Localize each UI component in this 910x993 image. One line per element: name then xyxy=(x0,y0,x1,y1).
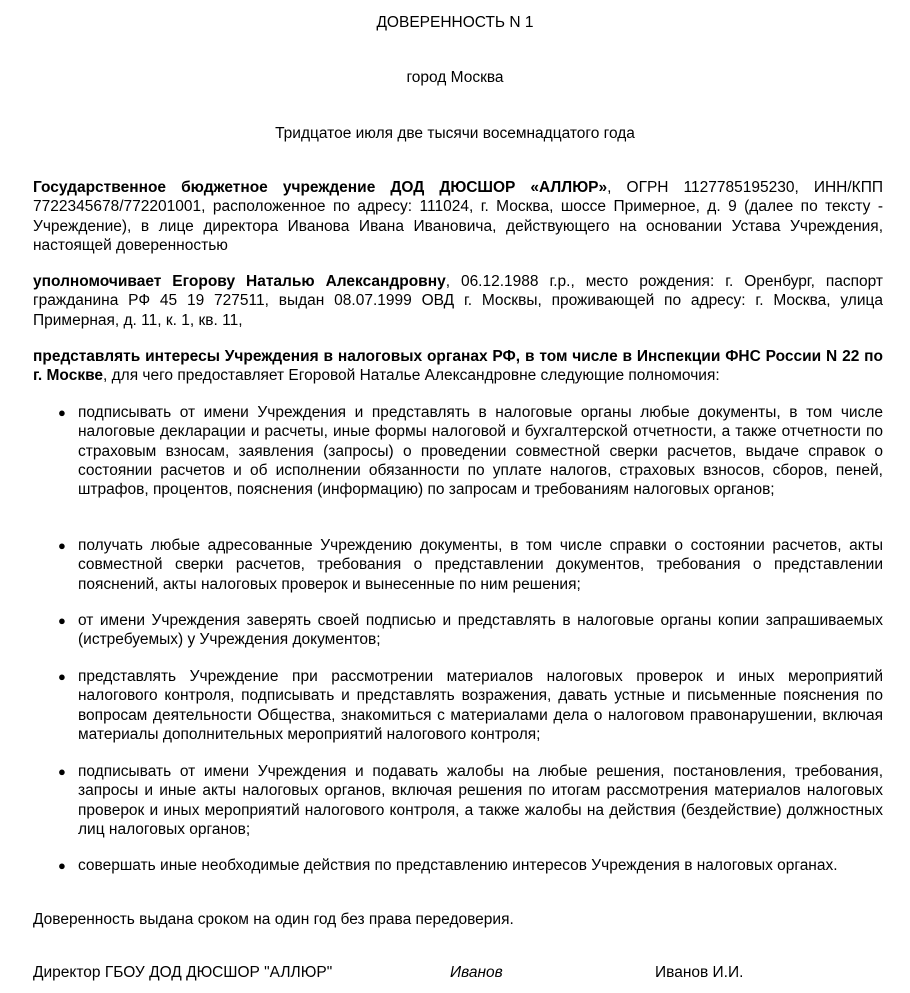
agent-details: , 06.12.1988 г.р., место рождения: г. Оренбург, паспорт гражданина РФ 45 19 727511, выдан 08.07.1999 ОВД г. Москвы, проживающей по адресу: г. Москва, улица Примерная, д. 11, к. 1, кв. 11, xyxy=(33,273,883,329)
document-title: ДОВЕРЕННОСТЬ N 1 xyxy=(376,14,534,31)
list-item: ● представлять Учреждение при рассмотрении материалов налоговых проверок и иных мероприятий налогового контроля, подписывать и представлять возражения, давать устные и письменные пояснения по вопросам деятельности Общества, знакомиться с материалами дела о налоговом правонарушении, включая материалы дополнительных мероприятий налогового контроля; xyxy=(58,668,883,743)
scope-paragraph xyxy=(33,347,883,386)
signature: Иванов xyxy=(450,964,503,981)
validity-statement: Доверенность выдана сроком на один год без права передоверия. xyxy=(33,911,514,928)
bullet-icon: ● xyxy=(58,669,66,684)
list-item: ● совершать иные необходимые действия по представлению интересов Учреждения в налоговых органах. xyxy=(58,857,838,874)
list-item: ● подписывать от имени Учреждения и подавать жалобы на любые решения, постановления, требования, запросы и иные акты налоговых органов, включая решения по итогам рассмотрения материалов налоговых проверок и иных мероприятий налогового контроля, а также жалобы на действия (бездействие) должностных лиц налоговых органов; xyxy=(58,763,883,838)
principal-paragraph xyxy=(33,178,883,255)
bullet-icon: ● xyxy=(58,538,66,553)
agent-name: уполномочивает Егорову Наталью Александровну xyxy=(33,273,446,290)
principal-name: Государственное бюджетное учреждение ДОД ДЮСШОР «АЛЛЮР» xyxy=(33,179,608,196)
bullet-icon: ● xyxy=(58,764,66,779)
document-date: Тридцатое июля две тысячи восемнадцатого года xyxy=(275,125,635,142)
bullet-icon: ● xyxy=(58,858,66,873)
scope-bold: представлять интересы Учреждения в налоговых органах РФ, в том числе в Инспекции ФНС России N 22 по г. Москве xyxy=(33,348,883,385)
scope-details: , для чего предоставляет Егоровой Наталье Александровне следующие полномочия: xyxy=(103,367,720,385)
signatory-position: Директор ГБОУ ДОД ДЮСШОР "АЛЛЮР" xyxy=(33,964,333,981)
list-item: ● подписывать от имени Учреждения и представлять в налоговые органы любые документы, в том числе налоговые декларации и расчеты, иные формы налоговой и бухгалтерской отчетности, а также отчетности по страховым взносам, заявления (запросы) о проведении совместной сверки расчетов, выдаче справок о состоянии расчетов и об исполнении обязанности по уплате налогов, страховых взносов, сборов, пеней, штрафов, процентов, пояснения (информацию) по запросам и требованиям налоговых органов; xyxy=(58,404,883,499)
document-city: город Москва xyxy=(406,69,504,86)
list-item: ● от имени Учреждения заверять своей подписью и представлять в налоговые органы копии запрашиваемых (истребуемых) у Учреждения документов; xyxy=(58,612,883,649)
bullet-icon: ● xyxy=(58,613,66,628)
signatory-name: Иванов И.И. xyxy=(655,964,744,981)
principal-details: , ОГРН 1127785195230, ИНН/КПП 7722345678/772201001, расположенное по адресу: 111024, г. Москва, шоссе Примерное, д. 9 (далее по тексту - Учреждение), в лице директора Иванова Ивана Ивановича, действующего на основании Устава Учреждения, настоящей доверенностью xyxy=(33,179,883,254)
list-item: ● получать любые адресованные Учреждению документы, в том числе справки о состоянии расчетов, акты совместной сверки расчетов, требования о представлении документов, требования о представлении пояснений, акты налоговых проверок и вынесенные по ним решения; xyxy=(58,537,883,593)
bullet-icon: ● xyxy=(58,405,66,420)
agent-paragraph xyxy=(33,272,883,330)
